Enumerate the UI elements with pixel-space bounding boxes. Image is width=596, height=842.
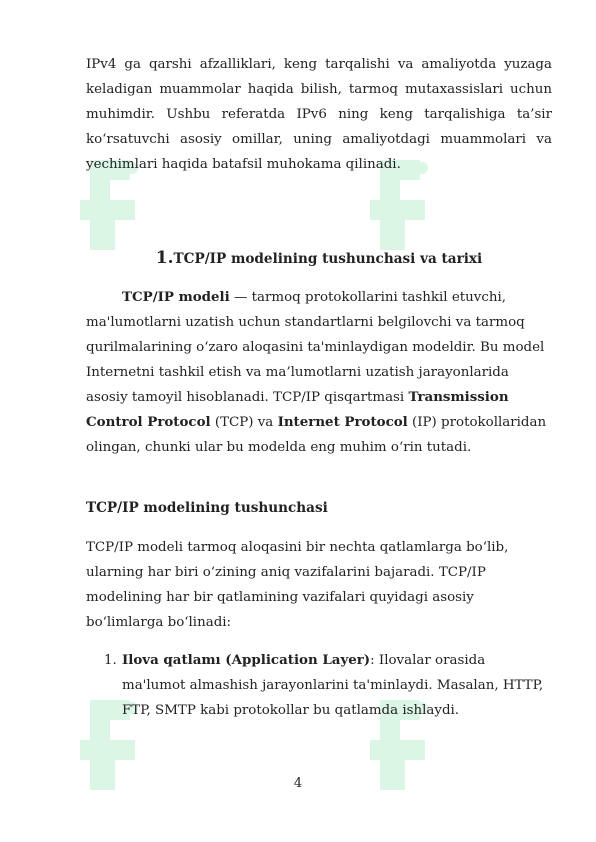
subheading: TCP/IP modelining tushunchasi [86, 500, 328, 516]
layer-list [86, 648, 552, 723]
definition-term-ip: Internet Protocol [277, 414, 408, 430]
section-number: 1. [155, 248, 174, 268]
definition-term: TCP/IP modeli [122, 289, 230, 305]
definition-paragraph [86, 285, 552, 460]
definition-text-2: (TCP) va [210, 415, 278, 430]
list-item [86, 648, 552, 723]
definition-text-3: (IP) protokollaridan olingan, chunki ular bu modelda eng muhim o‘rin tutadi. [86, 415, 547, 455]
concept-paragraph: TCP/IP modeli tarmoq aloqasini bir nechta qatlamlarga bo‘lib, ularning har biri o‘zining aniq vazifalarini bajaradi. TCP/IP modelining har bir qatlamining vazifalari quyidagi asosiy bo‘limlarga bo‘linadi: [86, 540, 509, 630]
section-title: TCP/IP modelining tushunchasi va tarixi [173, 251, 483, 267]
list-marker: 1. [104, 653, 117, 668]
section-heading [86, 245, 552, 272]
layer-description: : Ilovalar orasida ma'lumot almashish jarayonlarini ta'minlaydi. Masalan, HTTP, FTP, SMTP kabi protokollar bu qatlamda ishlaydi. [122, 653, 544, 718]
page-number: 4 [293, 776, 303, 791]
definition-text-1: — tarmoq protokollarini tashkil etuvchi, ma'lumotlarni uzatish uchun standartlarni belgilovchi va tarmoq qurilmalarining o‘zaro aloqasini ta'minlaydigan modeldir. Bu model Internetni tashkil etish va ma’lumotlarni uzatish jarayonlarida asosiy tamoyil hisoblanadi. TCP/IP qisqartmasi [86, 290, 545, 405]
intro-paragraph: IPv4 ga qarshi afzalliklari, keng tarqalishi va amaliyotda yuzaga keladigan muammolar haqida bilish, tarmoq mutaxassislari uchun muhimdir. Ushbu referatda IPv6 ning keng tarqalishiga ta’sir ko‘rsatuvchi asosiy omillar, uning amaliyotdagi muammolari va yechimlari haqida batafsil muhokama qilinadi. [86, 57, 552, 172]
layer-name: Ilova qatlamı (Application Layer) [122, 652, 371, 668]
definition-term-tcp: Transmission Control Protocol [86, 389, 509, 430]
